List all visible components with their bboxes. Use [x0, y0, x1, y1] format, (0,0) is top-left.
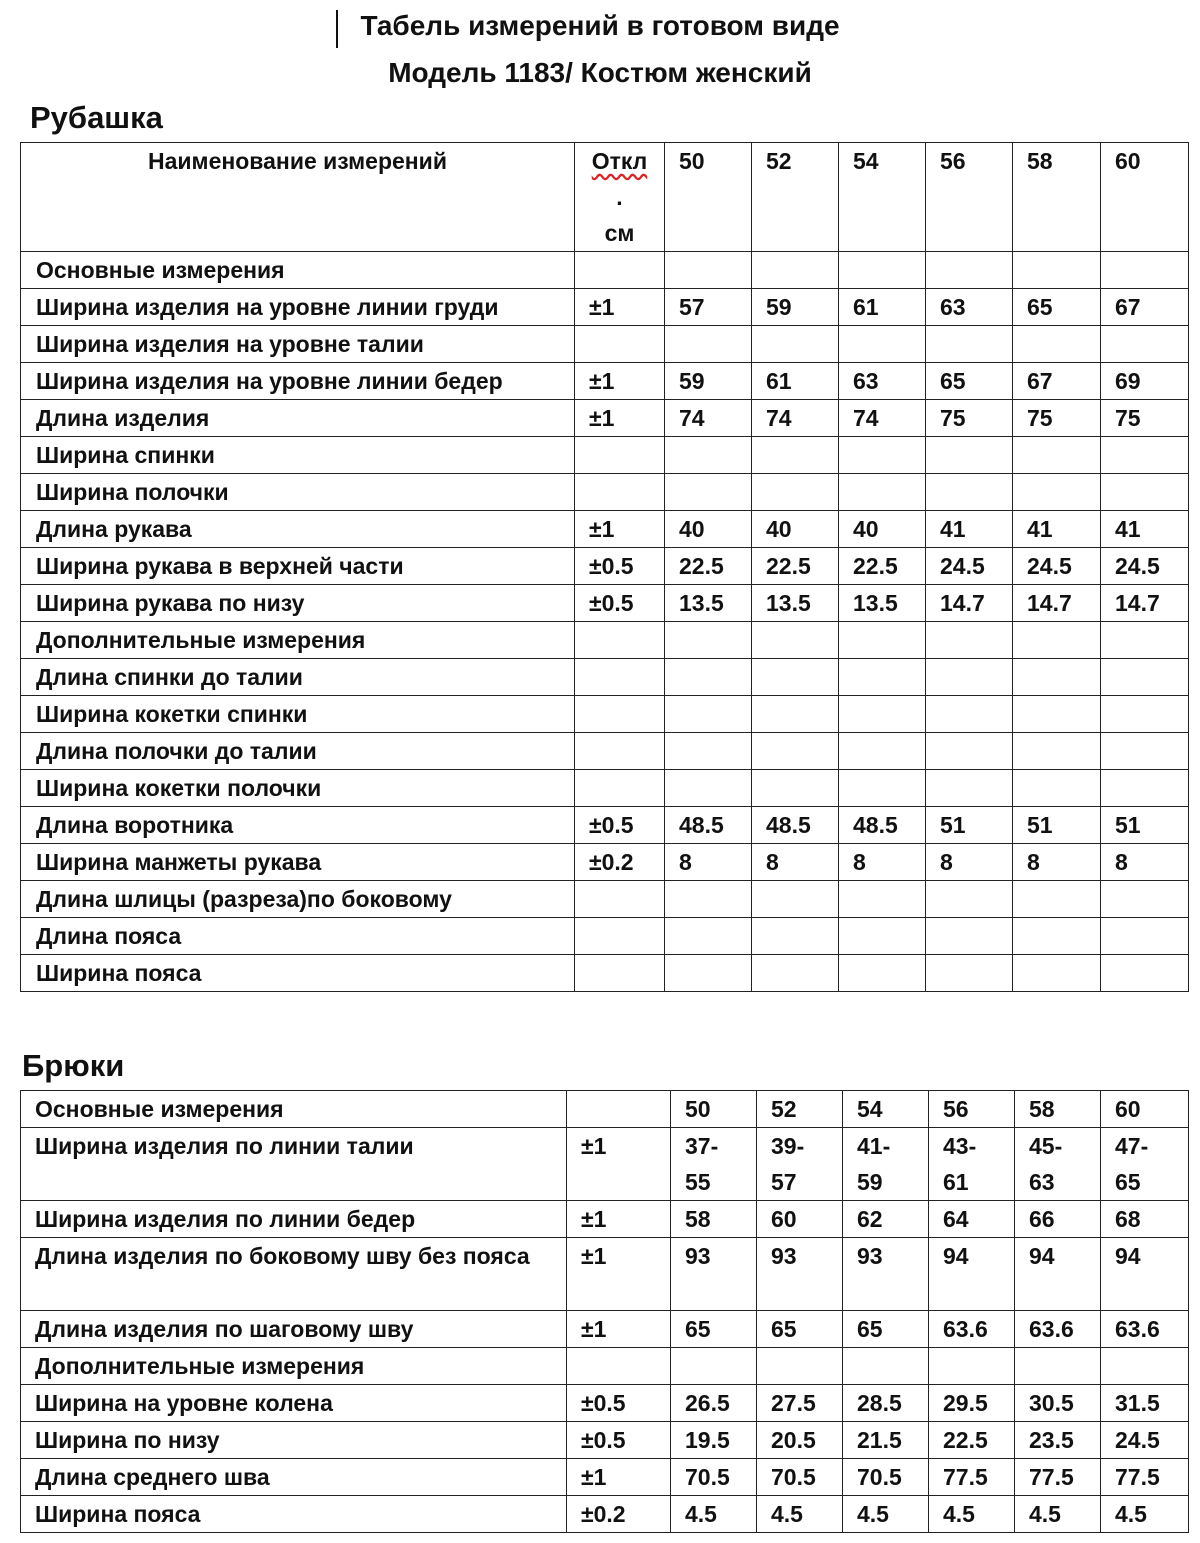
measurement-name-cell: Длина изделия по боковому шву без пояса — [21, 1238, 567, 1311]
size-value-cell — [1101, 474, 1189, 511]
measurement-name-cell: Длина изделия по шаговому шву — [21, 1311, 567, 1348]
size-value-cell: 70.5 — [757, 1459, 843, 1496]
tolerance-cell: ±1 — [567, 1128, 671, 1201]
size-value-cell — [752, 252, 839, 289]
size-value-cell: 39- 57 — [757, 1128, 843, 1201]
tolerance-cell: ±0.2 — [575, 844, 665, 881]
tolerance-cell: ±0.5 — [575, 585, 665, 622]
measurement-name-cell: Ширина по низу — [21, 1422, 567, 1459]
size-value-cell — [1101, 733, 1189, 770]
measurement-name-cell: Длина среднего шва — [21, 1459, 567, 1496]
size-value-cell: 48.5 — [839, 807, 926, 844]
size-value-cell — [752, 955, 839, 992]
size-value-cell: 41 — [926, 511, 1013, 548]
size-value-cell: 13.5 — [665, 585, 752, 622]
size-value-cell: 47- 65 — [1101, 1128, 1189, 1201]
size-value-cell: 62 — [843, 1201, 929, 1238]
size-value-cell — [1013, 881, 1101, 918]
size-value-cell: 68 — [1101, 1201, 1189, 1238]
size-value-cell: 8 — [1013, 844, 1101, 881]
size-value-cell: 4.5 — [757, 1496, 843, 1533]
tolerance-cell: ±1 — [575, 289, 665, 326]
size-value-cell: 63 — [926, 289, 1013, 326]
table-row — [21, 1385, 1189, 1422]
size-value-cell — [752, 696, 839, 733]
size-value-cell — [1013, 437, 1101, 474]
size-value-cell: 23.5 — [1015, 1422, 1101, 1459]
column-header-size: 54 — [843, 1091, 929, 1128]
size-value-cell: 93 — [671, 1238, 757, 1311]
size-value-cell — [752, 770, 839, 807]
size-value-cell: 14.7 — [1101, 585, 1189, 622]
size-value-cell — [839, 622, 926, 659]
size-value-cell — [843, 1348, 929, 1385]
column-header-size: 54 — [839, 143, 926, 252]
column-header-size: 56 — [929, 1091, 1015, 1128]
size-value-cell — [1101, 770, 1189, 807]
size-value-cell — [1101, 659, 1189, 696]
size-value-cell: 8 — [752, 844, 839, 881]
tolerance-cell — [575, 770, 665, 807]
size-value-cell: 65 — [926, 363, 1013, 400]
size-value-cell: 59 — [752, 289, 839, 326]
size-value-cell: 74 — [839, 400, 926, 437]
size-value-cell: 57 — [665, 289, 752, 326]
size-value-cell — [665, 437, 752, 474]
shirt-measurement-table — [20, 142, 1189, 992]
size-value-cell — [926, 955, 1013, 992]
size-value-cell: 22.5 — [752, 548, 839, 585]
measurement-name-cell: Длина полочки до талии — [21, 733, 575, 770]
size-value-cell: 67 — [1013, 363, 1101, 400]
size-value-cell — [1101, 622, 1189, 659]
size-value-cell — [1013, 918, 1101, 955]
size-value-cell — [1101, 696, 1189, 733]
size-value-cell: 77.5 — [1101, 1459, 1189, 1496]
measurement-name-cell: Длина воротника — [21, 807, 575, 844]
tolerance-cell: ±0.2 — [567, 1496, 671, 1533]
size-value-cell — [926, 659, 1013, 696]
measurement-name-cell: Длина изделия — [21, 400, 575, 437]
text-cursor — [336, 10, 338, 48]
tolerance-cell: ±1 — [575, 511, 665, 548]
size-value-cell — [926, 881, 1013, 918]
size-value-cell — [1013, 659, 1101, 696]
tolerance-cell — [575, 437, 665, 474]
tolerance-header-line1: Откл — [591, 148, 648, 174]
tolerance-cell — [575, 252, 665, 289]
table-row — [21, 844, 1189, 881]
table-row — [21, 437, 1189, 474]
tolerance-cell — [567, 1348, 671, 1385]
size-value-cell: 63.6 — [1101, 1311, 1189, 1348]
measurement-name-cell: Ширина спинки — [21, 437, 575, 474]
tolerance-cell: ±0.5 — [567, 1422, 671, 1459]
measurement-name-cell: Ширина пояса — [21, 955, 575, 992]
table-row — [21, 289, 1189, 326]
size-value-cell — [665, 881, 752, 918]
size-value-cell: 30.5 — [1015, 1385, 1101, 1422]
size-value-cell: 8 — [665, 844, 752, 881]
measurement-name-cell: Длина рукава — [21, 511, 575, 548]
measurement-name-cell: Ширина кокетки полочки — [21, 770, 575, 807]
size-value-cell: 65 — [757, 1311, 843, 1348]
size-value-cell: 21.5 — [843, 1422, 929, 1459]
size-value-cell: 8 — [926, 844, 1013, 881]
size-value-cell — [752, 474, 839, 511]
table-row — [21, 1311, 1189, 1348]
size-value-cell: 14.7 — [926, 585, 1013, 622]
size-value-cell: 4.5 — [843, 1496, 929, 1533]
size-value-cell: 41 — [1013, 511, 1101, 548]
size-value-cell: 29.5 — [929, 1385, 1015, 1422]
table-row — [21, 1201, 1189, 1238]
size-value-cell — [926, 326, 1013, 363]
size-value-cell: 14.7 — [1013, 585, 1101, 622]
size-value-cell: 70.5 — [671, 1459, 757, 1496]
tolerance-cell — [575, 955, 665, 992]
column-header-size: 58 — [1013, 143, 1101, 252]
measurement-name-cell: Основные измерения — [21, 252, 575, 289]
size-value-cell — [839, 252, 926, 289]
size-value-cell — [929, 1348, 1015, 1385]
table-row — [21, 252, 1189, 289]
size-value-cell — [1101, 955, 1189, 992]
size-value-cell — [839, 696, 926, 733]
tolerance-cell — [575, 474, 665, 511]
size-value-cell — [926, 733, 1013, 770]
column-header-size: 60 — [1101, 1091, 1189, 1128]
table-row — [21, 400, 1189, 437]
size-value-cell — [926, 474, 1013, 511]
tolerance-cell — [575, 733, 665, 770]
table-row — [21, 1128, 1189, 1201]
size-value-cell: 41 — [1101, 511, 1189, 548]
column-header-size: 56 — [926, 143, 1013, 252]
size-value-cell: 75 — [1013, 400, 1101, 437]
table-row — [21, 1422, 1189, 1459]
size-value-cell — [752, 918, 839, 955]
size-value-cell: 22.5 — [839, 548, 926, 585]
size-value-cell: 48.5 — [752, 807, 839, 844]
tolerance-cell — [575, 918, 665, 955]
measurement-name-cell: Длина шлицы (разреза)по боковому — [21, 881, 575, 918]
tolerance-cell: ±0.5 — [567, 1385, 671, 1422]
size-value-cell: 59 — [665, 363, 752, 400]
size-value-cell — [1101, 326, 1189, 363]
table-row — [21, 770, 1189, 807]
size-value-cell: 41- 59 — [843, 1128, 929, 1201]
size-value-cell — [1015, 1348, 1101, 1385]
size-value-cell: 63 — [839, 363, 926, 400]
size-value-cell — [1013, 733, 1101, 770]
size-value-cell — [665, 326, 752, 363]
measurement-name-cell: Ширина полочки — [21, 474, 575, 511]
size-value-cell: 4.5 — [1101, 1496, 1189, 1533]
size-value-cell: 77.5 — [929, 1459, 1015, 1496]
size-value-cell — [839, 955, 926, 992]
measurement-name-cell: Дополнительные измерения — [21, 622, 575, 659]
tolerance-cell: ±1 — [567, 1238, 671, 1311]
measurement-name-cell: Ширина манжеты рукава — [21, 844, 575, 881]
size-value-cell — [665, 659, 752, 696]
tolerance-cell: ±1 — [575, 363, 665, 400]
tolerance-header-line2: . — [616, 184, 623, 210]
measurement-name-cell: Ширина изделия по линии бедер — [21, 1201, 567, 1238]
size-value-cell: 65 — [671, 1311, 757, 1348]
table-header-row — [21, 143, 1189, 252]
table-row — [21, 1496, 1189, 1533]
size-value-cell: 26.5 — [671, 1385, 757, 1422]
size-value-cell — [839, 659, 926, 696]
size-value-cell — [926, 918, 1013, 955]
document-title: Табель измерений в готовом виде — [360, 10, 840, 41]
size-value-cell — [671, 1348, 757, 1385]
measurement-name-cell: Ширина пояса — [21, 1496, 567, 1533]
size-value-cell: 51 — [926, 807, 1013, 844]
size-value-cell: 51 — [1013, 807, 1101, 844]
size-value-cell: 65 — [1013, 289, 1101, 326]
size-value-cell: 63.6 — [929, 1311, 1015, 1348]
size-value-cell: 31.5 — [1101, 1385, 1189, 1422]
size-value-cell: 75 — [926, 400, 1013, 437]
size-value-cell: 4.5 — [671, 1496, 757, 1533]
size-value-cell — [665, 696, 752, 733]
size-value-cell — [1013, 622, 1101, 659]
size-value-cell — [1013, 955, 1101, 992]
tolerance-header-line3: см — [604, 220, 635, 246]
measurement-name-cell: Длина пояса — [21, 918, 575, 955]
table-row — [21, 1459, 1189, 1496]
tolerance-cell: ±0.5 — [575, 548, 665, 585]
tolerance-cell — [575, 659, 665, 696]
size-value-cell: 13.5 — [839, 585, 926, 622]
size-value-cell — [757, 1348, 843, 1385]
column-header-size: 52 — [752, 143, 839, 252]
size-value-cell: 24.5 — [1101, 548, 1189, 585]
size-value-cell: 45- 63 — [1015, 1128, 1101, 1201]
measurement-name-cell: Дополнительные измерения — [21, 1348, 567, 1385]
size-value-cell: 4.5 — [929, 1496, 1015, 1533]
size-value-cell: 48.5 — [665, 807, 752, 844]
size-value-cell — [839, 437, 926, 474]
size-value-cell — [665, 918, 752, 955]
size-value-cell: 8 — [1101, 844, 1189, 881]
size-value-cell: 69 — [1101, 363, 1189, 400]
size-value-cell — [665, 622, 752, 659]
measurement-name-cell: Ширина рукава в верхней части — [21, 548, 575, 585]
measurement-name-cell: Ширина рукава по низу — [21, 585, 575, 622]
size-value-cell — [752, 622, 839, 659]
size-value-cell — [1101, 918, 1189, 955]
tolerance-cell: ±0.5 — [575, 807, 665, 844]
size-value-cell: 24.5 — [1013, 548, 1101, 585]
measurement-name-cell: Ширина изделия на уровне линии груди — [21, 289, 575, 326]
tolerance-cell — [575, 696, 665, 733]
size-value-cell — [839, 474, 926, 511]
size-value-cell — [1101, 1348, 1189, 1385]
size-value-cell — [839, 881, 926, 918]
table-row — [21, 511, 1189, 548]
table-row — [21, 807, 1189, 844]
section-title-shirt: Рубашка — [30, 100, 163, 135]
size-value-cell — [926, 252, 1013, 289]
size-value-cell: 40 — [752, 511, 839, 548]
tolerance-cell: ±1 — [575, 400, 665, 437]
size-value-cell: 94 — [929, 1238, 1015, 1311]
table-header-row — [21, 1091, 1189, 1128]
size-value-cell — [1101, 881, 1189, 918]
size-value-cell — [1013, 696, 1101, 733]
table-row — [21, 326, 1189, 363]
table-row — [21, 1348, 1189, 1385]
column-header-size: 50 — [671, 1091, 757, 1128]
size-value-cell: 65 — [843, 1311, 929, 1348]
size-value-cell: 58 — [671, 1201, 757, 1238]
size-value-cell: 94 — [1101, 1238, 1189, 1311]
size-value-cell — [1013, 326, 1101, 363]
measurement-name-cell: Ширина кокетки спинки — [21, 696, 575, 733]
size-value-cell: 22.5 — [665, 548, 752, 585]
size-value-cell — [926, 770, 1013, 807]
column-header-tolerance — [567, 1091, 671, 1128]
table-row — [21, 955, 1189, 992]
size-value-cell: 4.5 — [1015, 1496, 1101, 1533]
size-value-cell — [839, 733, 926, 770]
size-value-cell — [1013, 770, 1101, 807]
table-row — [21, 474, 1189, 511]
measurement-name-cell: Ширина изделия на уровне линии бедер — [21, 363, 575, 400]
size-value-cell: 74 — [665, 400, 752, 437]
size-value-cell — [926, 696, 1013, 733]
size-value-cell: 24.5 — [926, 548, 1013, 585]
size-value-cell: 20.5 — [757, 1422, 843, 1459]
size-value-cell: 94 — [1015, 1238, 1101, 1311]
size-value-cell — [1013, 474, 1101, 511]
measurement-name-cell: Ширина изделия на уровне талии — [21, 326, 575, 363]
tolerance-cell — [575, 326, 665, 363]
size-value-cell: 40 — [839, 511, 926, 548]
tolerance-cell: ±1 — [567, 1459, 671, 1496]
measurement-name-cell: Ширина изделия по линии талии — [21, 1128, 567, 1201]
size-value-cell: 74 — [752, 400, 839, 437]
size-value-cell — [926, 622, 1013, 659]
measurement-name-cell: Длина спинки до талии — [21, 659, 575, 696]
size-value-cell: 93 — [843, 1238, 929, 1311]
size-value-cell — [665, 252, 752, 289]
size-value-cell: 77.5 — [1015, 1459, 1101, 1496]
document-subtitle: Модель 1183/ Костюм женский — [388, 57, 812, 88]
column-header-size: 60 — [1101, 143, 1189, 252]
size-value-cell: 40 — [665, 511, 752, 548]
size-value-cell: 60 — [757, 1201, 843, 1238]
size-value-cell — [752, 659, 839, 696]
size-value-cell: 24.5 — [1101, 1422, 1189, 1459]
pants-measurement-table — [20, 1090, 1189, 1533]
column-header-name: Основные измерения — [21, 1091, 567, 1128]
column-header-size: 58 — [1015, 1091, 1101, 1128]
size-value-cell: 51 — [1101, 807, 1189, 844]
tolerance-cell: ±1 — [567, 1311, 671, 1348]
size-value-cell — [1013, 252, 1101, 289]
table-row — [21, 733, 1189, 770]
table-row — [21, 659, 1189, 696]
size-value-cell: 64 — [929, 1201, 1015, 1238]
table-row — [21, 548, 1189, 585]
size-value-cell — [665, 733, 752, 770]
size-value-cell: 27.5 — [757, 1385, 843, 1422]
table-row — [21, 881, 1189, 918]
size-value-cell: 8 — [839, 844, 926, 881]
column-header-size: 50 — [665, 143, 752, 252]
size-value-cell: 37- 55 — [671, 1128, 757, 1201]
size-value-cell: 22.5 — [929, 1422, 1015, 1459]
measurement-name-cell: Ширина на уровне колена — [21, 1385, 567, 1422]
table-row — [21, 585, 1189, 622]
size-value-cell: 67 — [1101, 289, 1189, 326]
size-value-cell: 75 — [1101, 400, 1189, 437]
table-row — [21, 918, 1189, 955]
size-value-cell: 19.5 — [671, 1422, 757, 1459]
size-value-cell — [1101, 252, 1189, 289]
size-value-cell: 61 — [839, 289, 926, 326]
size-value-cell — [752, 881, 839, 918]
size-value-cell — [839, 326, 926, 363]
tolerance-cell: ±1 — [567, 1201, 671, 1238]
size-value-cell — [665, 770, 752, 807]
size-value-cell — [752, 733, 839, 770]
section-title-pants: Брюки — [22, 1048, 125, 1083]
size-value-cell: 63.6 — [1015, 1311, 1101, 1348]
size-value-cell — [665, 955, 752, 992]
table-row — [21, 696, 1189, 733]
size-value-cell: 66 — [1015, 1201, 1101, 1238]
size-value-cell — [926, 437, 1013, 474]
size-value-cell: 28.5 — [843, 1385, 929, 1422]
size-value-cell: 13.5 — [752, 585, 839, 622]
size-value-cell — [839, 770, 926, 807]
size-value-cell: 70.5 — [843, 1459, 929, 1496]
size-value-cell — [665, 474, 752, 511]
tolerance-cell — [575, 622, 665, 659]
size-value-cell — [752, 326, 839, 363]
column-header-tolerance — [575, 143, 665, 252]
table-row — [21, 622, 1189, 659]
column-header-size: 52 — [757, 1091, 843, 1128]
size-value-cell — [839, 918, 926, 955]
size-value-cell: 93 — [757, 1238, 843, 1311]
size-value-cell — [1101, 437, 1189, 474]
tolerance-cell — [575, 881, 665, 918]
table-row — [21, 363, 1189, 400]
table-row — [21, 1238, 1189, 1311]
size-value-cell: 43- 61 — [929, 1128, 1015, 1201]
column-header-name: Наименование измерений — [21, 143, 575, 252]
size-value-cell: 61 — [752, 363, 839, 400]
size-value-cell — [752, 437, 839, 474]
